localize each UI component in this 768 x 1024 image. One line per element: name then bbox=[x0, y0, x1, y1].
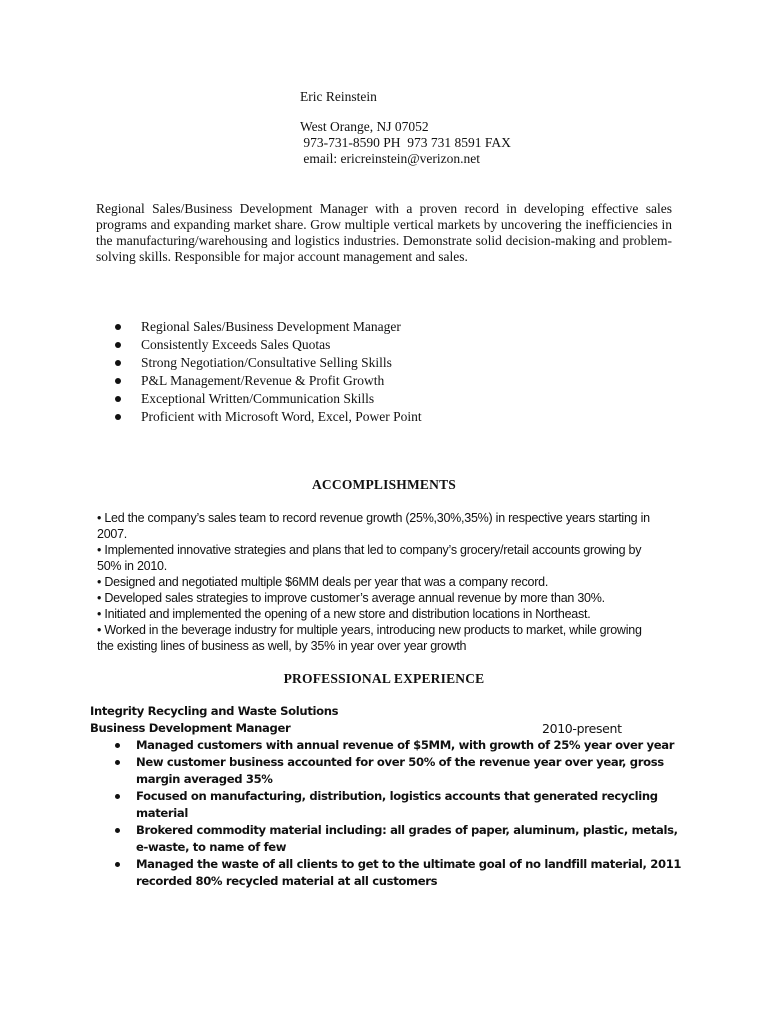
skill-item: Proficient with Microsoft Word, Excel, Power Point bbox=[115, 408, 422, 426]
bullet-icon bbox=[115, 414, 121, 420]
bullet-icon bbox=[115, 743, 120, 748]
bullet-icon bbox=[115, 760, 120, 765]
contact-header bbox=[300, 89, 511, 167]
accomplishment-item: • Led the company’s sales team to record revenue growth (25%,30%,35%) in respective years starting in 2007. bbox=[97, 511, 650, 541]
bullet-icon bbox=[115, 828, 120, 833]
duty-item: Focused on manufacturing, distribution, logistics accounts that generated recycling material bbox=[90, 788, 690, 822]
accomplishment-item: • Implemented innovative strategies and plans that led to company’s grocery/retail accounts growing by 50% in 2010. bbox=[97, 543, 642, 573]
professional-experience-heading: PROFESSIONAL EXPERIENCE bbox=[283, 671, 485, 686]
job-dates: 2010-present bbox=[542, 721, 622, 736]
bullet-icon bbox=[115, 378, 121, 384]
duty-item: Managed customers with annual revenue of $5MM, with growth of 25% year over year bbox=[90, 737, 690, 754]
experience-duties-list bbox=[90, 737, 690, 890]
accomplishment-item: • Developed sales strategies to improve customer’s average annual revenue by more than 30%. bbox=[97, 591, 605, 605]
skill-item: Regional Sales/Business Development Manager bbox=[115, 318, 422, 336]
skills-list bbox=[115, 318, 422, 426]
skill-item: Strong Negotiation/Consultative Selling Skills bbox=[115, 354, 422, 372]
job-title: Business Development Manager bbox=[90, 721, 291, 735]
professional-summary: Regional Sales/Business Development Manager with a proven record in developing effective sales programs and expanding market share. Grow multiple vertical markets by uncovering the inefficiencies in the manufacturing/warehousing and logistics industries. Demonstrate solid decision-making and problem-solving skills. Responsible for major account management and sales. bbox=[96, 201, 672, 264]
address-line: West Orange, NJ 07052 bbox=[300, 119, 429, 134]
experience-entry bbox=[90, 703, 690, 890]
skill-item: Consistently Exceeds Sales Quotas bbox=[115, 336, 422, 354]
duty-item: New customer business accounted for over 50% of the revenue year over year, gross margin averaged 35% bbox=[90, 754, 690, 788]
phone-fax-line: 973-731-8590 PH 973 731 8591 FAX bbox=[300, 135, 511, 150]
duty-item: Brokered commodity material including: all grades of paper, aluminum, plastic, metals, e-waste, to name of few bbox=[90, 822, 690, 856]
bullet-icon bbox=[115, 342, 121, 348]
accomplishment-item: • Initiated and implemented the opening of a new store and distribution locations in Northeast. bbox=[97, 607, 591, 621]
bullet-icon bbox=[115, 360, 121, 366]
bullet-icon bbox=[115, 396, 121, 402]
candidate-name: Eric Reinstein bbox=[300, 89, 377, 104]
skill-item: Exceptional Written/Communication Skills bbox=[115, 390, 422, 408]
bullet-icon bbox=[115, 324, 121, 330]
accomplishment-item: • Designed and negotiated multiple $6MM deals per year that was a company record. bbox=[97, 575, 549, 589]
skill-item: P&L Management/Revenue & Profit Growth bbox=[115, 372, 422, 390]
bullet-icon bbox=[115, 794, 120, 799]
accomplishment-item: • Worked in the beverage industry for multiple years, introducing new products to market, while growing the existing lines of business as well, by 35% in year over year growth bbox=[97, 623, 642, 653]
accomplishments-heading: ACCOMPLISHMENTS bbox=[311, 477, 456, 492]
accomplishments-list bbox=[97, 510, 657, 654]
role-row bbox=[90, 720, 690, 737]
company-name: Integrity Recycling and Waste Solutions bbox=[90, 704, 339, 718]
email-line: email: ericreinstein@verizon.net bbox=[300, 151, 480, 166]
bullet-icon bbox=[115, 862, 120, 867]
duty-item: Managed the waste of all clients to get to the ultimate goal of no landfill material, 2011 recorded 80% recycled material at all customers bbox=[90, 856, 690, 890]
